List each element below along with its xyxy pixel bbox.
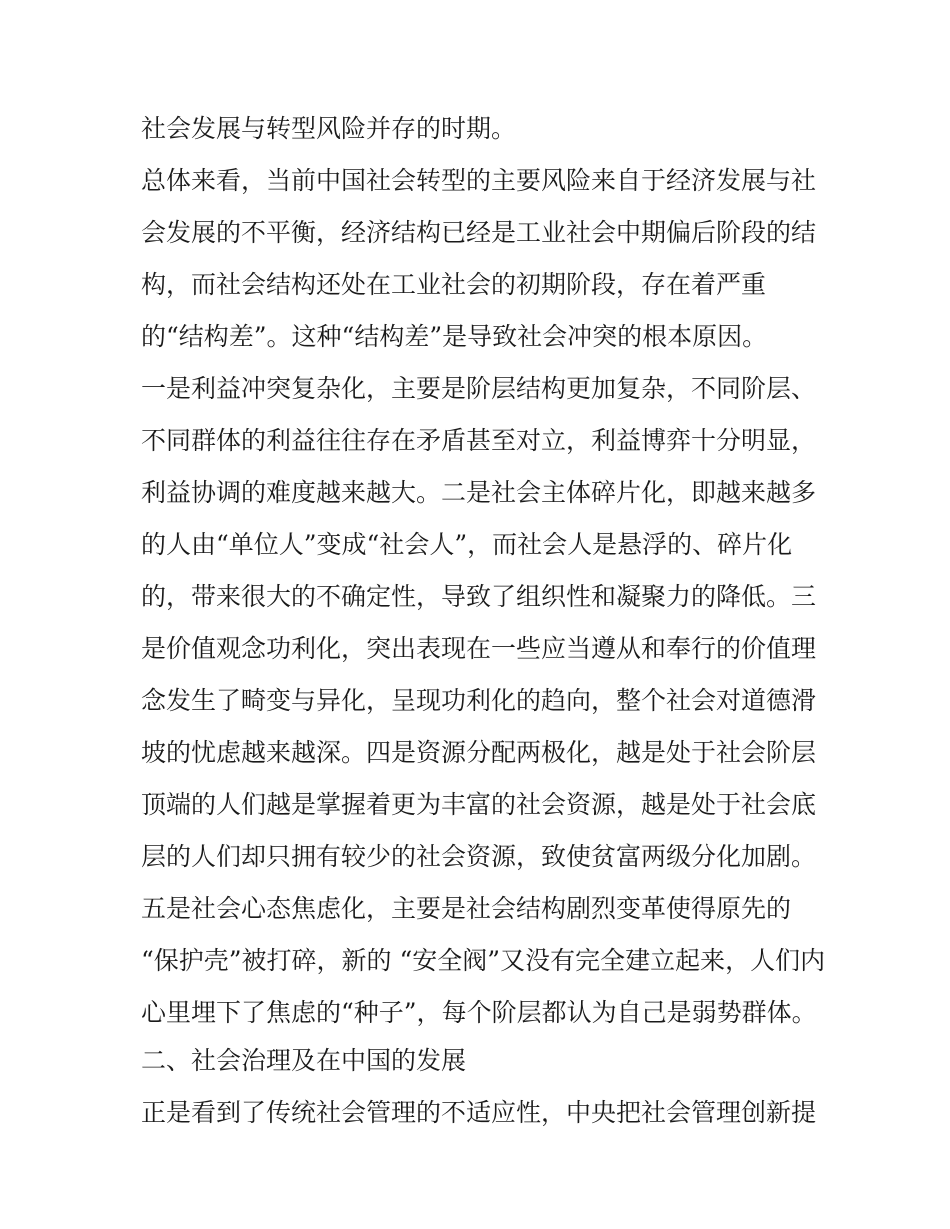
text-line: 总体来看，当前中国社会转型的主要风险来自于经济发展与社 — [141, 166, 817, 195]
text-line: 坡的忧虑越来越深。四是资源分配两极化，越是处于社会阶层 — [141, 738, 817, 767]
text-line: 的人由“单位人”变成“社会人”，而社会人是悬浮的、碎片化 — [141, 530, 793, 559]
section-heading: 二、社会治理及在中国的发展 — [141, 1046, 467, 1075]
text-line: 会发展的不平衡，经济结构已经是工业社会中期偏后阶段的结 — [141, 218, 817, 247]
text-line: 念发生了畸变与异化，呈现功利化的趋向，整个社会对道德滑 — [141, 686, 817, 715]
text-line: 是价值观念功利化，突出表现在一些应当遵从和奉行的价值理 — [141, 634, 817, 663]
text-line: 正是看到了传统社会管理的不适应性，中央把社会管理创新提 — [141, 1098, 817, 1127]
text-line: 一是利益冲突复杂化，主要是阶层结构更加复杂，不同阶层、 — [141, 374, 817, 403]
text-line: “保护壳”被打碎，新的 “安全阀”又没有完全建立起来，人们内 — [141, 946, 826, 975]
text-line: 构，而社会结构还处在工业社会的初期阶段，存在着严重 — [141, 270, 767, 299]
text-line: 利益协调的难度越来越大。二是社会主体碎片化，即越来越多 — [141, 478, 817, 507]
text-line: 的“结构差”。这种“结构差”是导致社会冲突的根本原因。 — [141, 322, 768, 351]
text-line: 的，带来很大的不确定性，导致了组织性和凝聚力的降低。三 — [141, 582, 817, 611]
text-line: 心里埋下了焦虑的“种子”，每个阶层都认为自己是弱势群体。 — [141, 998, 817, 1027]
text-line: 社会发展与转型风险并存的时期。 — [141, 114, 517, 143]
text-line: 顶端的人们越是掌握着更为丰富的社会资源，越是处于社会底 — [141, 790, 817, 819]
text-line: 不同群体的利益往往存在矛盾甚至对立，利益博弈十分明显， — [141, 426, 817, 455]
text-line: 五是社会心态焦虑化，主要是社会结构剧烈变革使得原先的 — [141, 894, 792, 923]
text-line: 层的人们却只拥有较少的社会资源，致使贫富两级分化加剧。 — [141, 842, 817, 871]
